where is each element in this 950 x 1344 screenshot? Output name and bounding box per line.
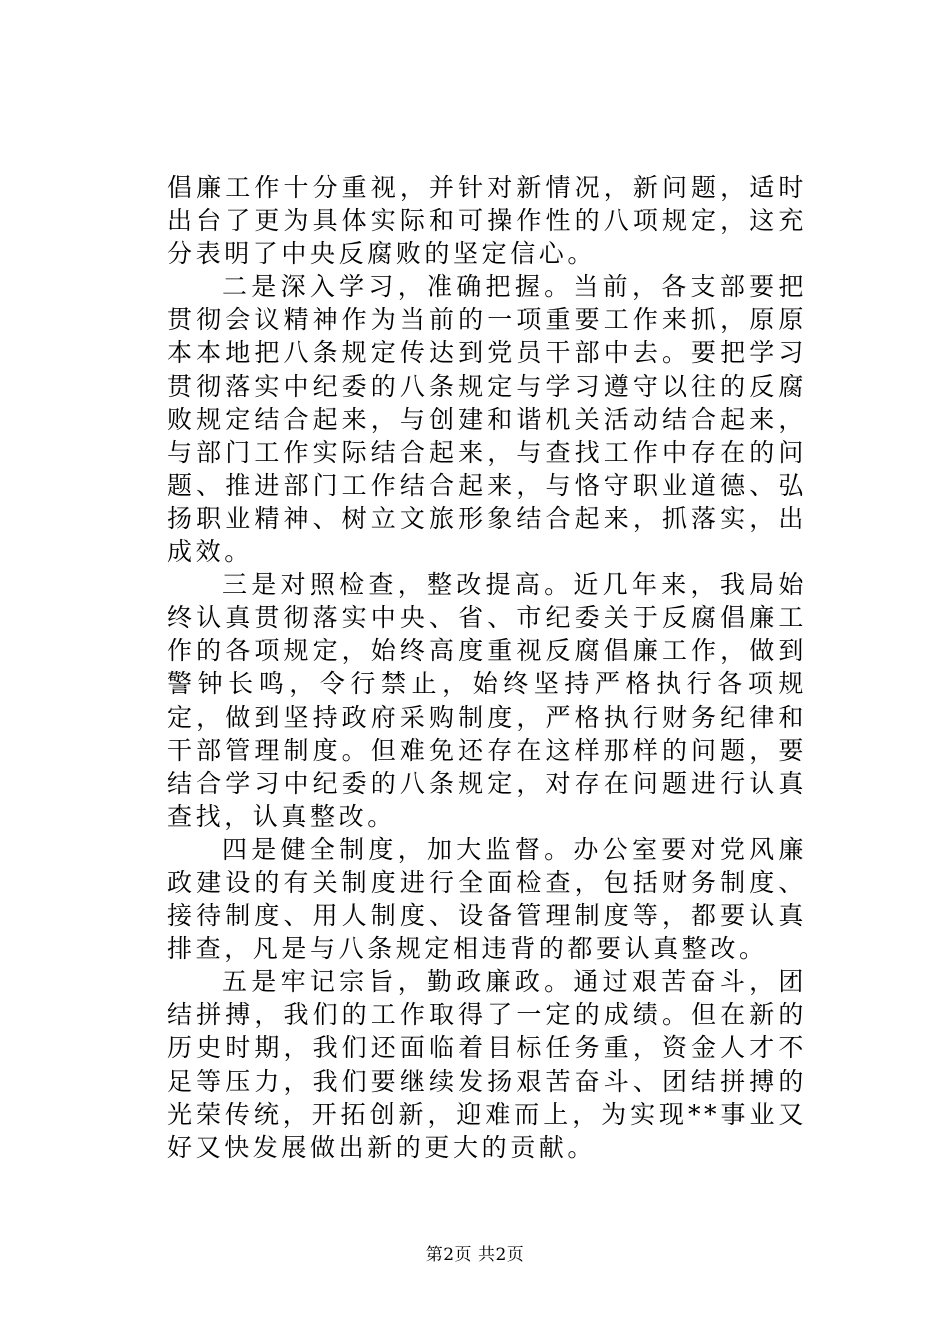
paragraph-point-five: 五是牢记宗旨，勤政廉政。通过艰苦奋斗，团结拼搏，我们的工作取得了一定的成绩。但在新的历史时期，我们还面临着目标任务重，资金人才不足等压力，我们要继续发扬艰苦奋斗、团结拼搏的光荣传统，开拓创新，迎难而上，为实现**事业又好又快发展做出新的更大的贡献。 <box>167 967 807 1162</box>
paragraph-point-two: 二是深入学习，准确把握。当前，各支部要把贯彻会议精神作为当前的一项重要工作来抓，原原本本地把八条规定传达到党员干部中去。要把学习贯彻落实中纪委的八条规定与学习遵守以往的反腐败规定结合起来，与创建和谐机关活动结合起来，与部门工作实际结合起来，与查找工作中存在的问题、推进部门工作结合起来，与恪守职业道德、弘扬职业精神、树立文旅形象结合起来，抓落实，出成效。 <box>167 272 807 567</box>
paragraph-point-three: 三是对照检查，整改提高。近几年来，我局始终认真贯彻落实中央、省、市纪委关于反腐倡廉工作的各项规定，始终高度重视反腐倡廉工作，做到警钟长鸣，令行禁止，始终坚持严格执行各项规定，做到坚持政府采购制度，严格执行财务纪律和干部管理制度。但难免还存在这样那样的问题，要结合学习中纪委的八条规定，对存在问题进行认真查找，认真整改。 <box>167 570 807 831</box>
page-number-footer: 第2页 共2页 <box>425 1245 525 1265</box>
document-body <box>167 171 807 1164</box>
paragraph-point-four: 四是健全制度，加大监督。办公室要对党风廉政建设的有关制度进行全面检查，包括财务制度、接待制度、用人制度、设备管理制度等，都要认真排查，凡是与八条规定相违背的都要认真整改。 <box>167 834 807 964</box>
paragraph-continuation: 倡廉工作十分重视，并针对新情况，新问题，适时出台了更为具体实际和可操作性的八项规定，这充分表明了中央反腐败的坚定信心。 <box>167 173 807 269</box>
